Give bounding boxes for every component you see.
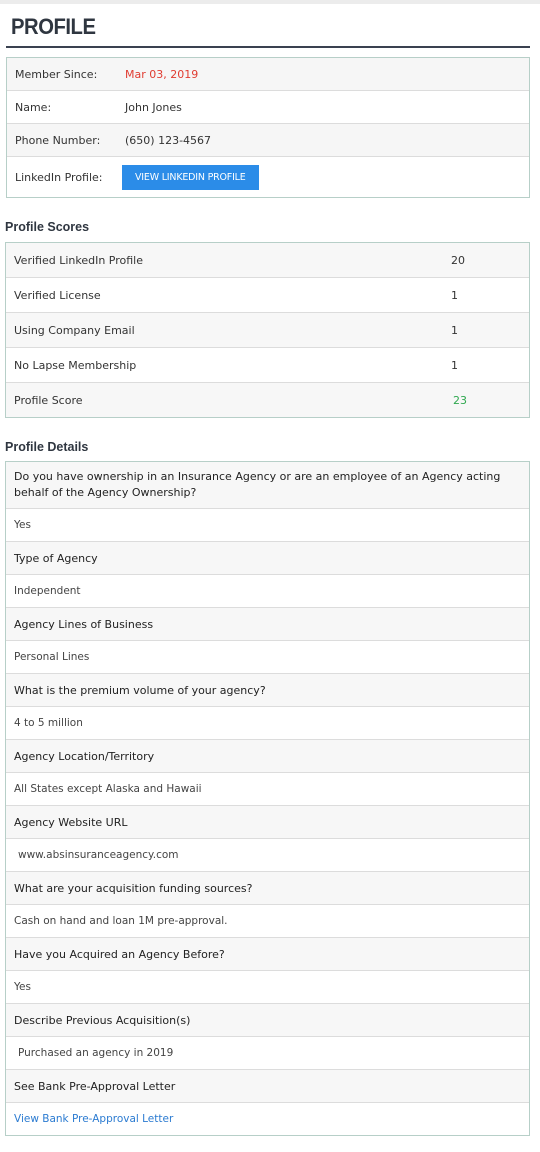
profile-details-table [5,461,530,1136]
score-label: Verified License [14,288,101,302]
score-label: Using Company Email [14,323,135,337]
profile-scores-heading: Profile Scores [5,220,90,234]
detail-question: Type of Agency [6,542,529,575]
profile-score-total: 23 [453,393,467,407]
detail-question: What are your acquisition funding sources? [6,872,529,905]
name-row [7,91,529,124]
score-value: 1 [451,358,458,372]
detail-question: Agency Location/Territory [6,740,529,773]
profile-score-label: Profile Score [14,393,83,407]
score-value: 20 [451,253,465,267]
view-bank-pre-approval-letter-link[interactable]: View Bank Pre-Approval Letter [6,1103,529,1135]
phone-value: (650) 123-4567 [125,133,212,147]
detail-question: See Bank Pre-Approval Letter [6,1070,529,1103]
member-since-row [7,58,529,91]
member-since-label: Member Since: [15,67,98,81]
profile-score-total-row [6,383,529,417]
member-since-value: Mar 03, 2019 [125,67,199,81]
score-row [6,348,529,383]
view-linkedin-profile-button[interactable]: VIEW LINKEDIN PROFILE [122,165,259,190]
phone-label: Phone Number: [15,133,101,147]
detail-question: Describe Previous Acquisition(s) [6,1004,529,1037]
detail-question: Agency Website URL [6,806,529,839]
score-row [6,278,529,313]
profile-info-card [6,57,530,198]
score-value: 1 [451,323,458,337]
detail-answer: Cash on hand and loan 1M pre-approval. [6,905,529,938]
name-value: John Jones [125,100,182,114]
score-label: Verified LinkedIn Profile [14,253,143,267]
top-bar [0,0,540,4]
detail-question: Agency Lines of Business [6,608,529,641]
detail-question: What is the premium volume of your agency? [6,674,529,707]
name-label: Name: [15,100,52,114]
detail-answer: Purchased an agency in 2019 [6,1037,529,1070]
detail-answer: Personal Lines [6,641,529,674]
score-value: 1 [451,288,458,302]
title-divider [6,46,530,48]
profile-scores-table [5,242,530,418]
detail-answer: 4 to 5 million [6,707,529,740]
detail-question: Do you have ownership in an Insurance Agency or are an employee of an Agency acting behalf of the Agency Ownership? [6,462,529,509]
score-row [6,243,529,278]
detail-answer: Yes [6,971,529,1004]
detail-answer: Independent [6,575,529,608]
score-label: No Lapse Membership [14,358,137,372]
linkedin-label: LinkedIn Profile: [15,170,103,184]
detail-answer: Yes [6,509,529,542]
detail-answer: All States except Alaska and Hawaii [6,773,529,806]
detail-answer: www.absinsuranceagency.com [6,839,529,872]
page-title: PROFILE [11,14,96,39]
detail-question: Have you Acquired an Agency Before? [6,938,529,971]
phone-row [7,124,529,157]
score-row [6,313,529,348]
profile-details-heading: Profile Details [5,440,89,454]
linkedin-row [7,157,529,197]
